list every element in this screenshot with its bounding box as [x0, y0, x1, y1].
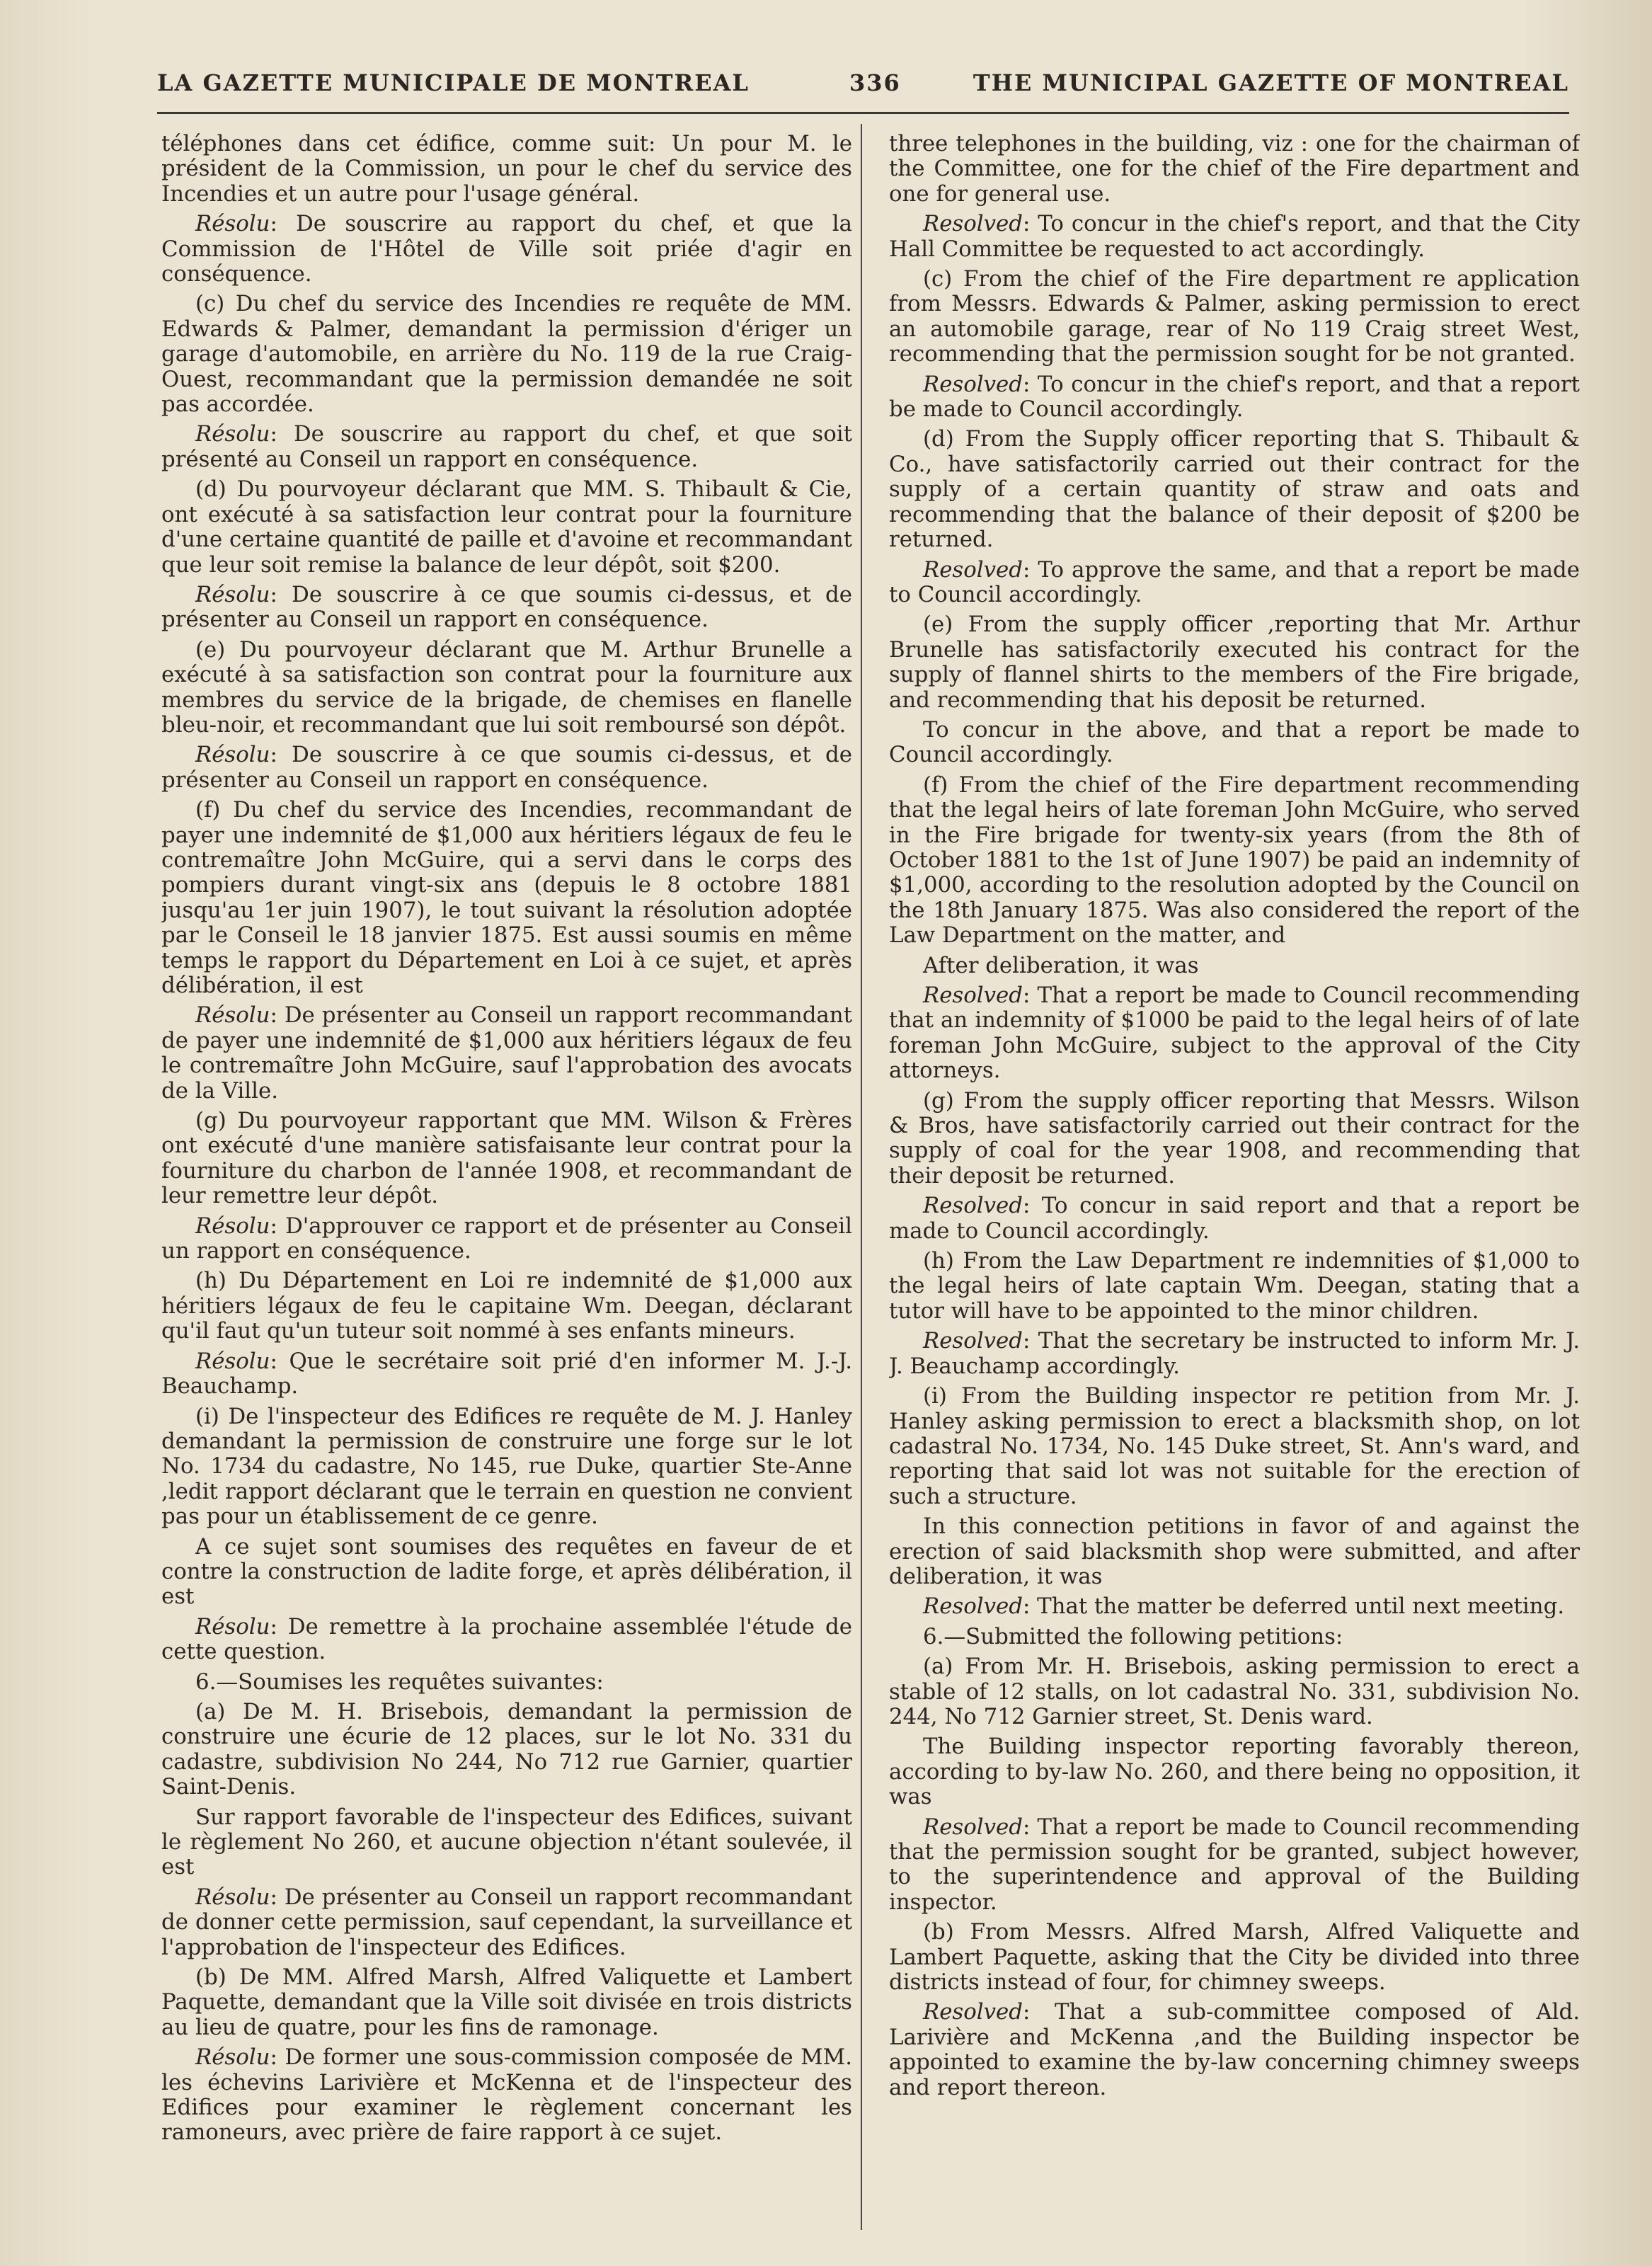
paragraph-text: : De souscrire à ce que soumis ci-dessus, et de présenter au Conseil un rapport en conséquence.: [161, 581, 852, 633]
paragraph: [161, 583, 852, 633]
paragraph: [889, 212, 1580, 262]
resolution-label: Resolved: [923, 211, 1023, 237]
paragraph: [889, 983, 1580, 1084]
header-english-title: THE MUNICIPAL GAZETTE OF MONTREAL: [973, 69, 1569, 96]
paragraph: [161, 1615, 852, 1665]
paragraph: [889, 267, 1580, 367]
paragraph: [161, 1214, 852, 1264]
paragraph: [161, 638, 852, 738]
paragraph-text: : Que le secrétaire soit prié d'en informer M. J.-J. Beauchamp.: [161, 1348, 852, 1400]
paragraph: [161, 1885, 852, 1960]
paragraph-text: (a) De M. H. Brisebois, demandant la permission de construire une écurie de 12 places, sur le lot No. 331 du cadastre, subdivision No 244, No 712 rue Garnier, quartier Saint-Denis.: [161, 1698, 852, 1800]
paragraph: [889, 427, 1580, 552]
paragraph-text: (b) From Messrs. Alfred Marsh, Alfred Valiquette and Lambert Paquette, asking that the City be divided into three districts instead of four, for chimney sweeps.: [889, 1919, 1580, 1996]
paragraph-text: : That the secretary be instructed to inform Mr. J. J. Beauchamp accordingly.: [889, 1328, 1580, 1379]
paragraph-text: : De souscrire au rapport du chef, et que soit présenté au Conseil un rapport en conséquence.: [161, 421, 852, 472]
paragraph-text: Sur rapport favorable de l'inspecteur des Edifices, suivant le règlement No 260, et aucune objection n'étant soulevée, il est: [161, 1804, 852, 1880]
paragraph: [161, 1109, 852, 1209]
paragraph: [889, 1654, 1580, 1729]
paragraph: [889, 1594, 1580, 1619]
french-column: [161, 132, 852, 2227]
paragraph-text: : De présenter au Conseil un rapport recommandant de donner cette permission, sauf cependant, la surveillance et l'approbation de l'inspecteur des Edifices.: [161, 1884, 852, 1960]
paragraph: [161, 132, 852, 207]
paragraph: [889, 1514, 1580, 1589]
paragraph: [161, 1404, 852, 1530]
paragraph-text: : To concur in the chief's report, and that the City Hall Committee be requested to act accordingly.: [889, 211, 1580, 262]
resolution-label: Résolu: [195, 1213, 270, 1239]
resolution-label: Résolu: [195, 742, 270, 768]
paragraph: [889, 558, 1580, 608]
paragraph: [889, 1089, 1580, 1189]
paragraph: [889, 1329, 1580, 1379]
paragraph: [161, 2045, 852, 2146]
paragraph: [161, 1805, 852, 1880]
paragraph-text: (d) Du pourvoyeur déclarant que MM. S. Thibault & Cie, ont exécuté à sa satisfaction leur contrat pour la fourniture d'une certaine quantité de paille et d'avoine et recommandant que leur soit remise la balance de leur dépôt, soit $200.: [161, 476, 852, 578]
resolution-label: Resolved: [923, 1328, 1023, 1354]
paragraph-text: 6.—Soumises les requêtes suivantes:: [195, 1669, 604, 1695]
paragraph-text: (a) From Mr. H. Brisebois, asking permission to erect a stable of 12 stalls, on lot cadastral No. 331, subdivision No. 244, No 712 Garnier street, St. Denis ward.: [889, 1654, 1580, 1729]
paragraph: [889, 1194, 1580, 1244]
resolution-label: Résolu: [195, 1002, 270, 1029]
paragraph-text: : To approve the same, and that a report be made to Council accordingly.: [889, 556, 1580, 607]
paragraph-text: A ce sujet sont soumises des requêtes en faveur de et contre la construction de ladite forge, et après délibération, il est: [161, 1533, 852, 1610]
paragraph: [161, 292, 852, 417]
paragraph-text: In this connection petitions in favor of and against the erection of said blacksmith shop were submitted, and after deliberation, it was: [889, 1513, 1580, 1589]
paragraph-text: (i) De l'inspecteur des Edifices re requête de M. J. Hanley demandant la permission de construire une forge sur le lot No. 1734 du cadastre, No 145, rue Duke, quartier Ste-Anne ,ledit rapport déclarant que le terrain en question ne convient pas pour un établissement de ce genre.: [161, 1403, 852, 1530]
paragraph-text: : De souscrire au rapport du chef, et que la Commission de l'Hôtel de Ville soit priée d'agir en conséquence.: [161, 211, 852, 287]
paragraph: [161, 477, 852, 578]
paragraph-text: : De présenter au Conseil un rapport recommandant de payer une indemnité de $1,000 aux héritiers légaux de feu le contremaître John McGuire, sauf l'approbation des avocats de la Ville.: [161, 1002, 852, 1104]
paragraph-text: : That a sub-committee composed of Ald. Larivière and McKenna ,and the Building inspector be appointed to examine the by-law concerning chimney sweeps and report thereon.: [889, 1999, 1580, 2100]
paragraph: [161, 1700, 852, 1800]
paragraph: [161, 422, 852, 472]
paragraph-text: : De remettre à la prochaine assemblée l'étude de cette question.: [161, 1613, 852, 1665]
paragraph: [889, 954, 1580, 978]
resolution-label: Resolved: [923, 556, 1023, 583]
paragraph-text: : De former une sous-commission composée de MM. les échevins Larivière et McKenna et de l'inspecteur des Edifices pour examiner le règlement concernant les ramoneurs, avec prière de faire rapport à ce sujet.: [161, 2044, 852, 2146]
resolution-label: Resolved: [923, 983, 1023, 1008]
resolution-label: Résolu: [195, 1613, 270, 1640]
paragraph-text: : That a report be made to Council recommending that an indemnity of $1000 be paid to the legal heirs of of late foreman John McGuire, subject to the approval of the City attorneys.: [889, 983, 1580, 1084]
paragraph: [889, 773, 1580, 949]
paragraph-text: (c) Du chef du service des Incendies re requête de MM. Edwards & Palmer, demandant la permission d'ériger un garage d'automobile, en arrière du No. 119 de la rue Craig-Ouest, recommandant que la permission demandée ne soit pas accordée.: [161, 291, 852, 418]
paragraph: [889, 1920, 1580, 1995]
resolution-label: Résolu: [195, 1348, 270, 1374]
paragraph-text: : D'approuver ce rapport et de présenter au Conseil un rapport en conséquence.: [161, 1213, 852, 1264]
paragraph: [889, 612, 1580, 713]
paragraph-text: : That a report be made to Council recommending that the permission sought for be granted, subject however, to the superintendence and approval of the Building inspector.: [889, 1814, 1580, 1915]
paragraph-text: three telephones in the building, viz : one for the chairman of the Committee, one for the chief of the Fire department and one for general use.: [889, 132, 1580, 207]
resolution-label: Resolved: [923, 1814, 1023, 1840]
paragraph-text: 6.—Submitted the following petitions:: [923, 1623, 1343, 1649]
paragraph: [889, 1734, 1580, 1809]
paragraph: [889, 372, 1580, 423]
resolution-label: Resolved: [923, 1193, 1023, 1219]
paragraph: [889, 1384, 1580, 1509]
page-header: [157, 57, 1569, 106]
header-rule: [157, 112, 1569, 114]
paragraph-text: (c) From the chief of the Fire department re application from Messrs. Edwards & Palmer, asking permission to erect an automobile garage, rear of No 119 Craig street West, recommending that the permission sought for be not granted.: [889, 266, 1580, 367]
paragraph: [161, 798, 852, 998]
paragraph-text: : To concur in said report and that a report be made to Council accordingly.: [889, 1193, 1580, 1244]
resolution-label: Resolved: [923, 1593, 1023, 1620]
page-number: 336: [849, 69, 901, 96]
paragraph-text: The Building inspector reporting favorably thereon, according to by-law No. 260, and there being no opposition, it was: [889, 1734, 1580, 1810]
paragraph-text: : De souscrire à ce que soumis ci-dessus, et de présenter au Conseil un rapport en conséquence.: [161, 742, 852, 793]
resolution-label: Resolved: [923, 1999, 1023, 2025]
paragraph: [161, 1535, 852, 1610]
english-column: [889, 132, 1580, 2227]
paragraph: [161, 1003, 852, 1104]
paragraph: [889, 1815, 1580, 1916]
paragraph: [889, 718, 1580, 768]
paragraph-text: After deliberation, it was: [923, 952, 1199, 978]
resolution-label: Résolu: [195, 1884, 270, 1910]
paragraph: [889, 1625, 1580, 1649]
column-divider: [861, 124, 862, 2230]
paragraph-text: (e) Du pourvoyeur déclarant que M. Arthur Brunelle a exécuté à sa satisfaction son contrat pour la fourniture aux membres du service de la brigade, de chemises en flanelle bleu-noir, et recommandant que lui soit remboursé son dépôt.: [161, 636, 852, 738]
paragraph-text: (h) Du Département en Loi re indemnité de $1,000 aux héritiers légaux de feu le capitaine Wm. Deegan, déclarant qu'il faut qu'un tuteur soit nommé à ses enfants mineurs.: [161, 1268, 852, 1344]
paragraph: [161, 743, 852, 793]
paragraph: [889, 132, 1580, 207]
paragraph-text: (i) From the Building inspector re petition from Mr. J. Hanley asking permission to erect a blacksmith shop, on lot cadastral No. 1734, No. 145 Duke street, St. Ann's ward, and reporting that said lot was not suitable for the erection of such a structure.: [889, 1383, 1580, 1509]
resolution-label: Résolu: [195, 2044, 270, 2071]
paragraph-text: (h) From the Law Department re indemnities of $1,000 to the legal heirs of late captain Wm. Deegan, stating that a tutor will have to be appointed to the minor children.: [889, 1248, 1580, 1324]
header-french-title: LA GAZETTE MUNICIPALE DE MONTREAL: [157, 69, 750, 96]
paragraph-text: (g) Du pourvoyeur rapportant que MM. Wilson & Frères ont exécuté d'une manière satisfaisante leur contrat pour la fourniture du charbon de l'année 1908, et recommandant de leur remettre leur dépôt.: [161, 1108, 852, 1209]
resolution-label: Resolved: [923, 371, 1023, 397]
resolution-label: Résolu: [195, 421, 270, 447]
paragraph-text: To concur in the above, and that a report be made to Council accordingly.: [889, 716, 1580, 768]
paragraph-text: (d) From the Supply officer reporting that S. Thibault & Co., have satisfactorily carried out their contract for the supply of a certain quantity of straw and oats and recommending that the balance of their deposit of $200 be returned.: [889, 426, 1580, 553]
paragraph-text: (b) De MM. Alfred Marsh, Alfred Valiquette et Lambert Paquette, demandant que la Ville soit divisée en trois districts au lieu de quatre, pour les fins de ramonage.: [161, 1964, 852, 2040]
paragraph-text: (f) From the chief of the Fire department recommending that the legal heirs of late foreman John McGuire, who served in the Fire brigade for twenty-six years (from the 8th of October 1881 to the 1st of June 1907) be paid an indemnity of $1,000, according to the resolution adopted by the Council on the 18th January 1875. Was also considered the report of the Law Department on the matter, and: [889, 772, 1580, 949]
paragraph: [889, 2000, 1580, 2100]
paragraph: [161, 1349, 852, 1400]
paragraph-text: (f) Du chef du service des Incendies, recommandant de payer une indemnité de $1,000 aux héritiers légaux de feu le contremaître John McGuire, qui a servi dans le corps des pompiers durant vingt-six ans (depuis le 8 octobre 1881 jusqu'au 1er juin 1907), le tout suivant la résolution adoptée par le Conseil le 18 janvier 1875. Est aussi soumis en même temps le rapport du Département en Loi à ce sujet, et après délibération, il est: [161, 797, 852, 998]
paragraph: [161, 212, 852, 287]
paragraph-text: : To concur in the chief's report, and that a report be made to Council accordingly.: [889, 371, 1580, 423]
paragraph: [161, 1269, 852, 1344]
paragraph-text: : That the matter be deferred until next meeting.: [1022, 1593, 1565, 1620]
paragraph-text: (e) From the supply officer ,reporting that Mr. Arthur Brunelle has satisfactorily executed his contract for the supply of flannel shirts to the members of the Fire brigade, and recommending that his deposit be returned.: [889, 612, 1580, 713]
paragraph-text: téléphones dans cet édifice, comme suit: Un pour M. le président de la Commission, un pour le chef du service des Incendies et un autre pour l'usage général.: [161, 132, 852, 207]
resolution-label: Résolu: [195, 581, 270, 607]
paragraph: [889, 1249, 1580, 1324]
paragraph: [161, 1670, 852, 1695]
paragraph: [161, 1965, 852, 2040]
resolution-label: Résolu: [195, 211, 270, 237]
paragraph-text: (g) From the supply officer reporting that Messrs. Wilson & Bros, have satisfactorily carried out their contract for the supply of coal for the year 1908, and recommending that their deposit be returned.: [889, 1087, 1580, 1189]
